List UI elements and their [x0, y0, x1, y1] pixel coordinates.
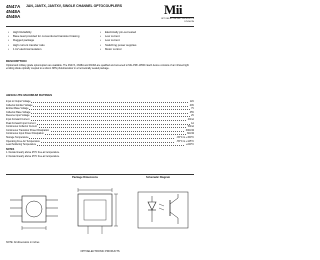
rating-value: -55°C to +125°C [176, 139, 194, 143]
rating-label: Continuous Transistor Power Dissipation [6, 128, 50, 132]
note-item: 1. Derate linearly above 25°C free-air temperature. [6, 151, 60, 155]
rating-value: 40V [189, 103, 194, 107]
rating-label: Storage Temperature [6, 135, 29, 139]
rating-label: Emitter-Base Voltage [6, 107, 29, 111]
part-number: 4N49A [6, 14, 21, 19]
ratings-title: ABSOLUTE MAXIMUM RATINGS [6, 93, 53, 97]
rating-value: 60mW [187, 132, 194, 136]
rating-label: Continuous Collector Current [6, 125, 37, 129]
note-item: 2. Derate linearly above 25°C free-air temperature. [6, 154, 60, 158]
page-footer: OPTOELECTRONIC PRODUCTS [80, 250, 120, 253]
document-title: JAN, JANTX, JANTXV, SINGLE CHANNEL OPTOCOUPLERS [26, 4, 123, 8]
document-header [6, 4, 194, 24]
part-number-list [6, 4, 20, 19]
rating-value: 40mA [187, 117, 194, 121]
rating-value: 300mW [185, 128, 194, 132]
rating-value: 1A [191, 121, 194, 125]
rating-label: Lead Soldering Temperature [6, 143, 37, 147]
description-title: DESCRIPTION [6, 59, 27, 63]
rating-value: 1kV [189, 100, 194, 103]
feature-item: • Motor control [100, 47, 190, 51]
rating-label: Input Forward Current [6, 117, 30, 121]
notes-title: NOTES [6, 147, 15, 151]
feature-item: • Low current [100, 34, 190, 38]
feature-item: • High Reliability [8, 30, 98, 34]
rating-value: -65°C to +150°C [176, 135, 194, 139]
part-number: 4N48A [6, 9, 21, 14]
rating-label: Input to Output Voltage [6, 100, 31, 103]
rating-label: Collector-Base Voltage [6, 110, 31, 114]
rating-label: Collector-Emitter Voltage [6, 103, 33, 107]
feature-item: • Rugged package [8, 38, 98, 42]
logo-subtitle: OPTOELECTRONIC PRODUCTS [160, 18, 194, 20]
rating-row [6, 143, 194, 147]
feature-item: • Electrically pin-out tested [100, 30, 190, 34]
diagrams-area [6, 182, 194, 240]
rating-value: 2V [191, 114, 194, 118]
feature-item: • Base lead provided for conventional transistor biasing [8, 34, 98, 38]
diagram-rule [6, 174, 194, 175]
rating-label: Continuous Input Power Dissipation [6, 132, 44, 136]
logo-mark: Mii [164, 2, 182, 17]
features-right-column [100, 30, 190, 51]
feature-item: • 1 kV electrical isolation [8, 47, 98, 51]
rating-value: +240°C [185, 143, 194, 147]
description-text: Optical and military-grade optocouplers are available. The 4N47A, 4N48A and 4N49A are qualified and screened to MIL-PRF-19500. Each device consists of an infrared light emitting diode optically coupled to a silicon NPN phototransistor in a hermetically sealed package. [6, 64, 189, 71]
rating-label: Reverse Input Voltage [6, 114, 30, 118]
schematic-diagram-title: Schematic Diagram [146, 176, 171, 179]
rating-value: 50mA [187, 125, 194, 129]
rating-label: Operating Free-Air Temperature [6, 139, 40, 143]
diagram-caption: NOTE: All dimensions in inches [6, 241, 40, 244]
part-number: 4N47A [6, 4, 21, 9]
company-logo [162, 4, 192, 18]
feature-item: • Low current [100, 38, 190, 42]
ratings-list [6, 100, 194, 159]
package-outline-drawing [68, 184, 130, 238]
package-top-view-drawing [8, 186, 62, 236]
rating-label: Peak Forward Input Current [6, 121, 36, 125]
rating-value: 7V [191, 107, 194, 111]
feature-item: • Switching power supplies [100, 43, 190, 47]
logo-subtitle-division: DIVISION [184, 21, 194, 23]
schematic-drawing [134, 188, 192, 234]
header-rule [6, 26, 194, 27]
package-dimensions-title: Package Dimensions [72, 176, 98, 179]
feature-item: • High current transfer ratio [8, 43, 98, 47]
features-left-column [8, 30, 98, 51]
rating-value: 45V [189, 110, 194, 114]
